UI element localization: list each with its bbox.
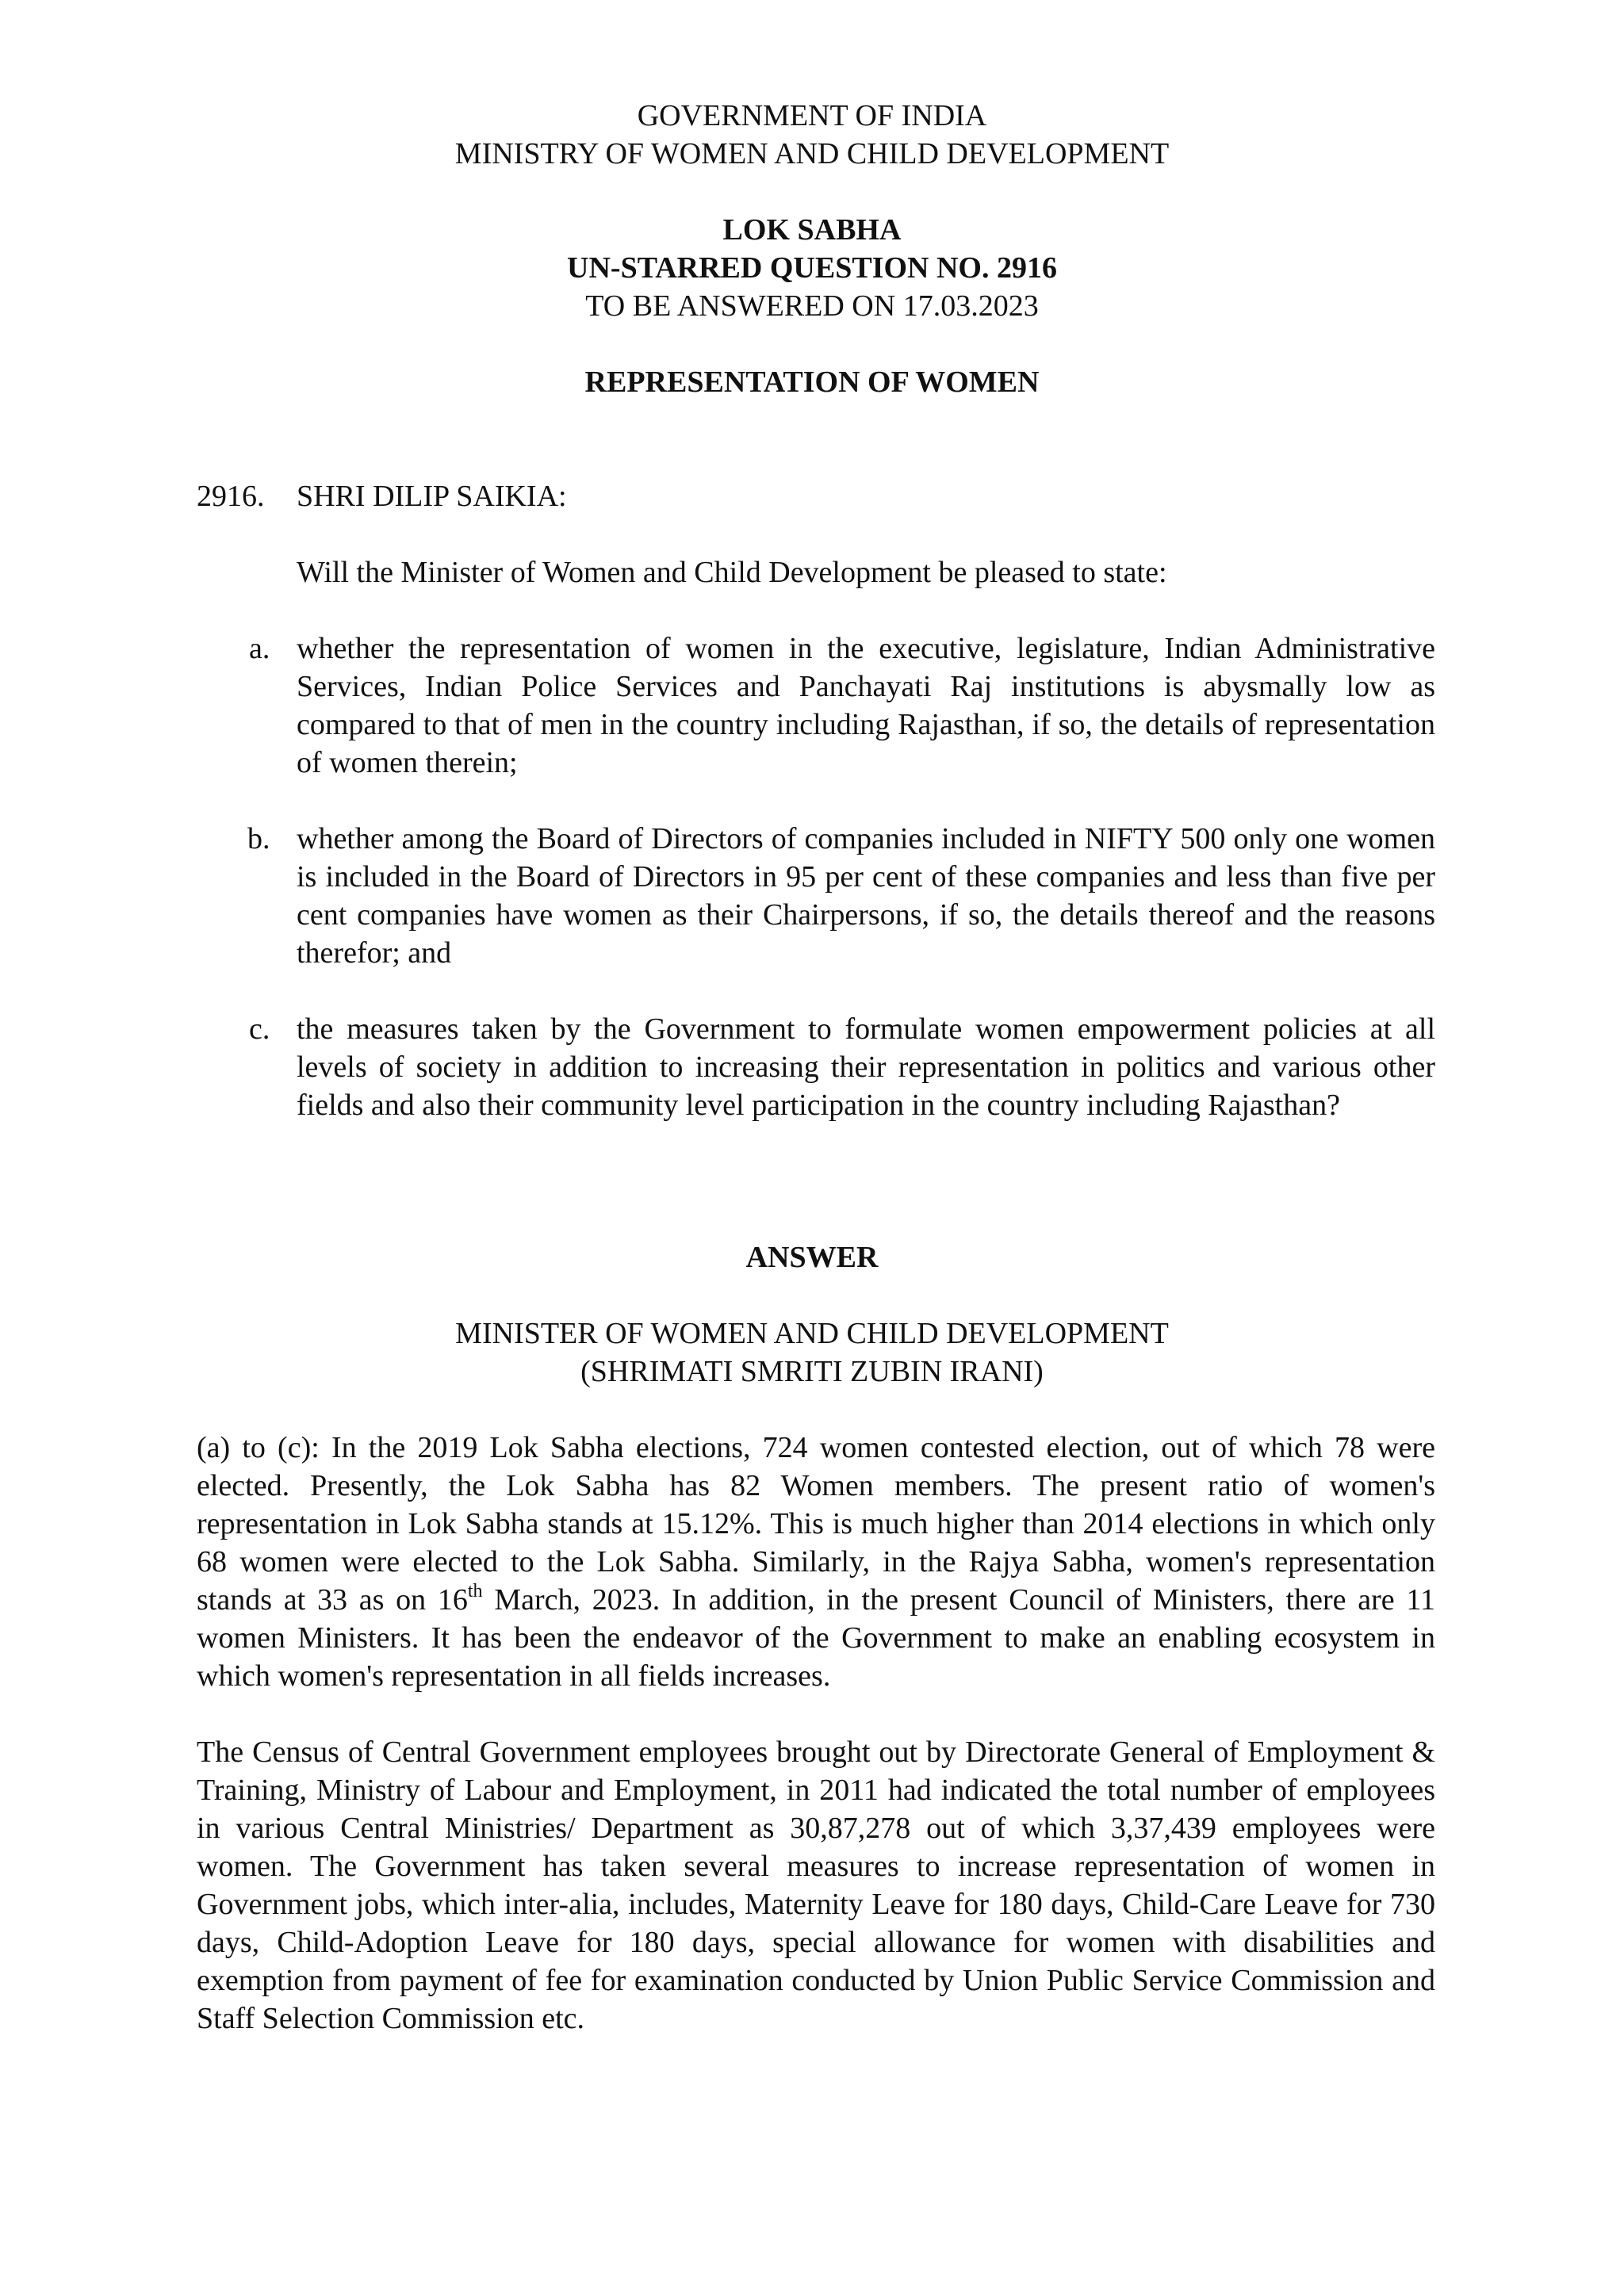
answer-paragraph-1	[197, 1429, 1435, 1695]
govt-heading: GOVERNMENT OF INDIA	[637, 99, 987, 132]
ministry-heading: MINISTRY OF WOMEN AND CHILD DEVELOPMENT	[454, 137, 1170, 170]
part-c-body: the measures taken by the Government to formulate women empowerment policies at all levels of society in addition to increasing their representation in politics and various other fields and also their community level participation in the country including Rajasthan?	[297, 1012, 1435, 1122]
answer-paragraph-2	[197, 1733, 1435, 2038]
minister-title: MINISTER OF WOMEN AND CHILD DEVELOPMENT	[455, 1317, 1169, 1350]
question-number-heading: UN-STARRED QUESTION NO. 2916	[567, 251, 1057, 285]
part-a-body: whether the representation of women in the executive, legislature, Indian Administrative Services, Indian Police Services and Panchayati Raj institutions is abysmally low as compared to that of men in the country including Rajasthan, if so, the details of representation of women therein;	[297, 632, 1435, 779]
subject-heading: REPRESENTATION OF WOMEN	[584, 365, 1040, 399]
answer-date: TO BE ANSWERED ON 17.03.2023	[585, 289, 1039, 323]
part-b-text	[297, 820, 1435, 972]
answer-paragraph-2-body: The Census of Central Government employees brought out by Directorate General of Employment & Training, Ministry of Labour and Employment, in 2011 had indicated the total number of employees in various Central Ministries/ Department as 30,87,278 out of which 3,37,439 employees were women. The Government has taken several measures to increase representation of women in Government jobs, which inter-alia, includes, Maternity Leave for 180 days, Child-Care Leave for 730 days, Child-Adoption Leave for 180 days, special allowance for women with disabilities and exemption from payment of fee for examination conducted by Union Public Service Commission and Staff Selection Commission etc.	[197, 1735, 1435, 2035]
answer-paragraph-1-part-b: March, 2023. In addition, in the present Council of Ministers, there are 11 women Ministers. It has been the endeavor of the Government to make an enabling ecosystem in which women's representation in all fields increases.	[197, 1583, 1436, 1693]
minister-name: (SHRIMATI SMRITI ZUBIN IRANI)	[580, 1355, 1044, 1388]
part-b-body: whether among the Board of Directors of companies included in NIFTY 500 only one women is included in the Board of Directors in 95 per cent of these companies and less than five per cent companies have women as their Chairpersons, if so, the details thereof and the reasons therefor; and	[297, 822, 1435, 970]
part-a-text	[297, 629, 1435, 782]
part-c-text	[297, 1010, 1435, 1124]
part-a-marker: a.	[249, 632, 270, 665]
question-number: 2916.	[197, 480, 265, 513]
answer-paragraph-1-part-a: (a) to (c): In the 2019 Lok Sabha elections, 724 women contested election, out of which 78 were elected. Presently, the Lok Sabha has 82 Women members. The present ratio of women's representation in Lok Sabha stands at 15.12%. This is much higher than 2014 elections in which only 68 women were elected to the Lok Sabha. Similarly, in the Rajya Sabha, women's representation stands at 33 as on 16	[197, 1431, 1435, 1617]
question-intro: Will the Minister of Women and Child Development be pleased to state:	[297, 556, 1167, 589]
member-name: SHRI DILIP SAIKIA:	[297, 480, 567, 513]
house-heading: LOK SABHA	[722, 213, 902, 247]
part-c-marker: c.	[249, 1012, 270, 1046]
answer-paragraph-1-body	[197, 1429, 1435, 1695]
part-b-marker: b.	[247, 822, 270, 855]
answer-heading: ANSWER	[745, 1241, 879, 1274]
superscript-th: th	[467, 1581, 483, 1601]
